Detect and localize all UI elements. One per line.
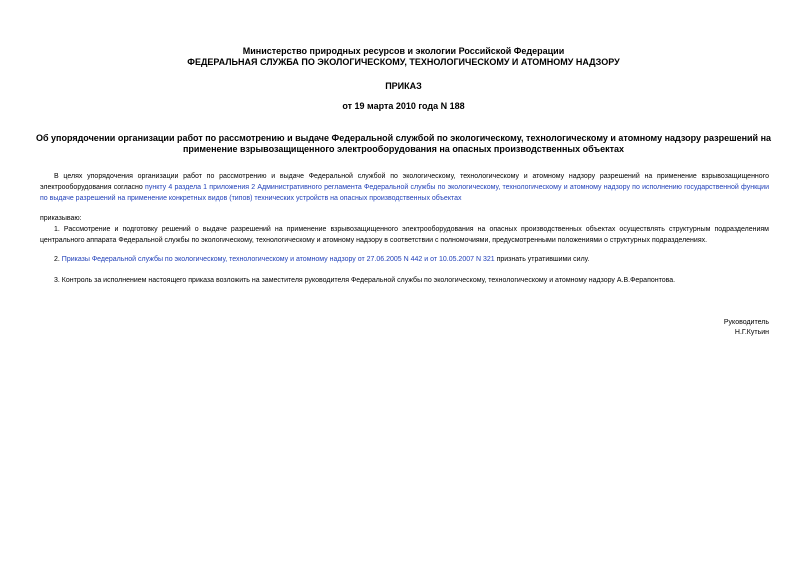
document-subject: Об упорядочении организации работ по рассмотрению и выдаче Федеральной службой по экологическому, технологическому и атомному надзору разрешений на применение взрывозащищенного электрооборудования на опасных производственных объектах [35, 133, 772, 154]
signature-title: Руководитель [723, 319, 769, 326]
signature-name: Н.Г.Кутьин [734, 329, 769, 336]
document-type: ПРИКАЗ [385, 81, 422, 91]
ministry-title: Министерство природных ресурсов и экологии Российской Федерации [242, 46, 565, 56]
preamble-paragraph [40, 171, 769, 204]
order-item-2 [54, 254, 769, 265]
item-2-suffix: признать утратившими силу. [494, 256, 590, 263]
order-item-1: 1. Рассмотрение и подготовку решений о выдаче разрешений на применение взрывозащищенного электрооборудования на опасных производственных объектах осуществлять структурным подразделениям центрального аппарата Федеральной службы по экологическому, технологическому и атомному надзору в соответствии с полномочиями, предусмотренными положениями о структурных подразделениях. [40, 226, 769, 244]
regulation-link[interactable]: пункту 4 раздела 1 приложения 2 Административного регламента Федеральной службы по экологическому, технологическому и атомному надзору по исполнению государственной функции по выдаче разрешений на применение конкретных видов (типов) технических устройств на опасных производственных объектах [40, 184, 769, 202]
repealed-orders-link[interactable]: Приказы Федеральной службы по экологическому, технологическому и атомному надзору от 27.06.2005 N 442 и от 10.05.2007 N 321 [61, 256, 495, 263]
preamble-text: В целях упорядочения организации работ по рассмотрению и выдаче Федеральной службой по экологическому, технологическому и атомному надзору разрешений на применение взрывозащищенного электрооборудования согласно [40, 173, 769, 191]
order-word: приказываю: [40, 215, 82, 222]
order-item-3: 3. Контроль за исполнением настоящего приказа возложить на заместителя руководителя Федеральной службы по экологическому, технологическому и атомному надзору А.В.Ферапонтова. [54, 277, 676, 284]
item-2-prefix: 2. [54, 256, 62, 263]
service-title: ФЕДЕРАЛЬНАЯ СЛУЖБА ПО ЭКОЛОГИЧЕСКОМУ, ТЕХНОЛОГИЧЕСКОМУ И АТОМНОМУ НАДЗОРУ [187, 57, 620, 67]
document-date-number: от 19 марта 2010 года N 188 [342, 101, 465, 111]
